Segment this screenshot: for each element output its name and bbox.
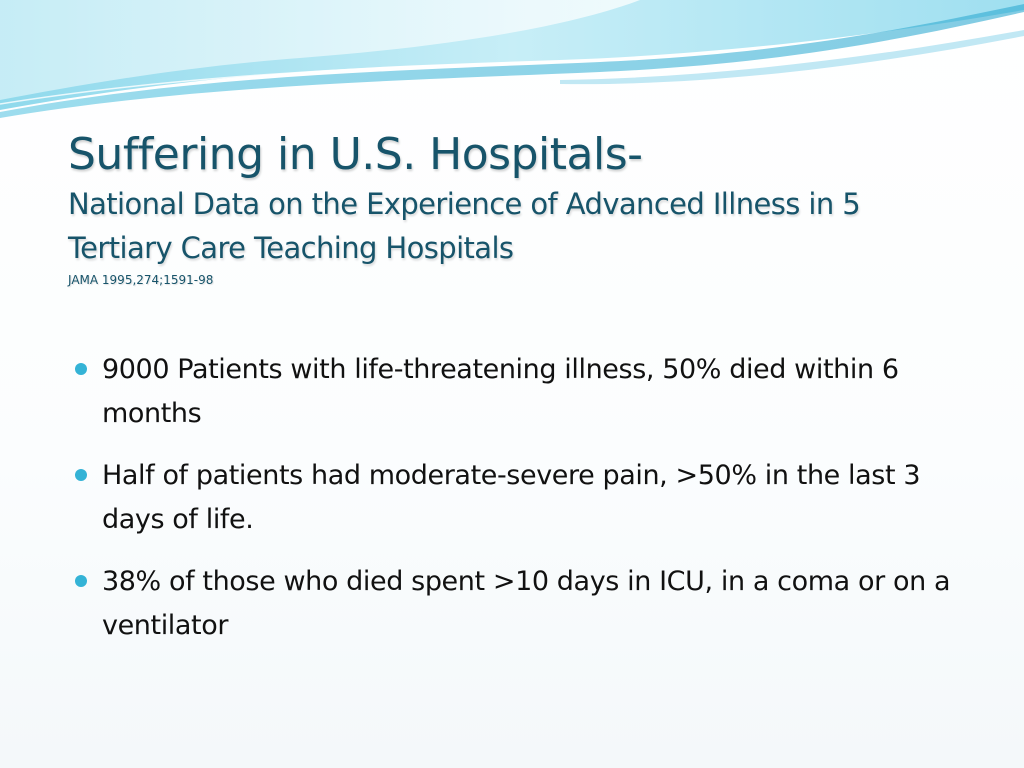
bullet-item (72, 348, 952, 436)
slide-citation: JAMA 1995,274;1591-98 (68, 273, 214, 287)
bullet-text: Half of patients had moderate-severe pain, >50% in the last 3 days of life. (102, 460, 921, 535)
slide-subtitle: National Data on the Experience of Advanced Illness in 5 Tertiary Care Teaching Hospitals (68, 187, 861, 265)
slide-title: Suffering in U.S. Hospitals- (68, 129, 643, 180)
bullet-list (72, 348, 952, 666)
decorative-wave-header (0, 0, 1024, 130)
bullet-dot-icon (75, 469, 87, 481)
bullet-text: 38% of those who died spent >10 days in ICU, in a coma or on a ventilator (102, 566, 951, 641)
bullet-item (72, 560, 952, 648)
bullet-dot-icon (75, 575, 87, 587)
bullet-dot-icon (75, 363, 87, 375)
bullet-item (72, 454, 952, 542)
bullet-text: 9000 Patients with life-threatening illness, 50% died within 6 months (102, 354, 899, 429)
title-block (68, 128, 968, 288)
